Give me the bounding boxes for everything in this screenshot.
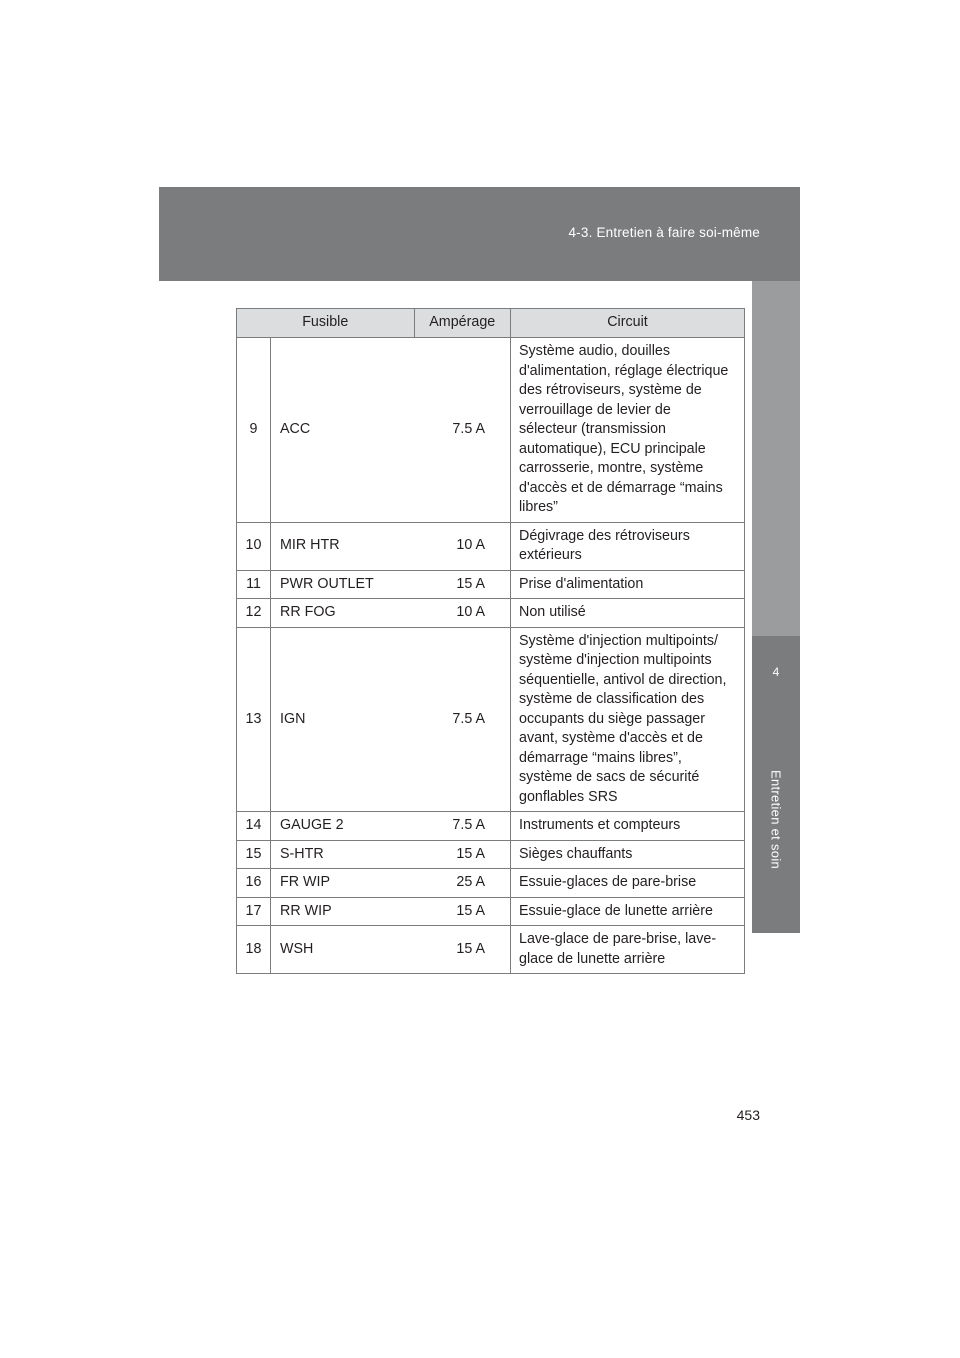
table-row <box>237 522 745 570</box>
chapter-title-tab[interactable] <box>752 707 800 933</box>
fuse-number: 10 <box>237 522 271 570</box>
fuse-amperage: 10 A <box>414 522 511 570</box>
header-band <box>159 187 800 281</box>
table-header-row <box>237 309 745 338</box>
fuse-circuit: Dégivrage des rétroviseurs extérieurs <box>511 522 745 570</box>
fuse-number: 15 <box>237 840 271 869</box>
fuse-number: 13 <box>237 627 271 812</box>
fuse-circuit: Instruments et compteurs <box>511 812 745 841</box>
fuse-amperage: 7.5 A <box>414 812 511 841</box>
fuse-amperage: 7.5 A <box>414 627 511 812</box>
fuse-name: MIR HTR <box>271 522 415 570</box>
table-row <box>237 570 745 599</box>
fuse-name: S-HTR <box>271 840 415 869</box>
fuse-name: RR WIP <box>271 897 415 926</box>
page-number: 453 <box>736 1107 760 1123</box>
table-row <box>237 869 745 898</box>
table-row <box>237 599 745 628</box>
table-row <box>237 897 745 926</box>
fuse-amperage: 7.5 A <box>414 338 511 523</box>
fuse-number: 9 <box>237 338 271 523</box>
fuse-amperage: 15 A <box>414 840 511 869</box>
fuse-number: 18 <box>237 926 271 974</box>
fuse-amperage: 15 A <box>414 570 511 599</box>
section-title: 4-3. Entretien à faire soi-même <box>568 225 760 240</box>
table-row <box>237 338 745 523</box>
column-header-circuit: Circuit <box>511 309 745 338</box>
fuse-amperage: 15 A <box>414 926 511 974</box>
fuse-circuit: Essuie-glaces de pare-brise <box>511 869 745 898</box>
fuse-table <box>236 308 745 974</box>
fuse-name: GAUGE 2 <box>271 812 415 841</box>
table-row <box>237 627 745 812</box>
fuse-circuit: Sièges chauffants <box>511 840 745 869</box>
table-row <box>237 926 745 974</box>
fuse-amperage: 15 A <box>414 897 511 926</box>
fuse-name: WSH <box>271 926 415 974</box>
column-header-amperage: Ampérage <box>414 309 511 338</box>
fuse-number: 17 <box>237 897 271 926</box>
chapter-title: Entretien et soin <box>768 770 784 870</box>
fuse-amperage: 25 A <box>414 869 511 898</box>
fuse-name: PWR OUTLET <box>271 570 415 599</box>
table-row <box>237 840 745 869</box>
fuse-circuit: Système audio, douilles d'alimentation, réglage électrique des rétroviseurs, système de verrouillage de levier de sélecteur (transmission automatique), ECU principale carrosserie, montre, système d'accès et de démarrage “mains libres” <box>511 338 745 523</box>
fuse-table-body <box>237 338 745 974</box>
fuse-name: IGN <box>271 627 415 812</box>
fuse-circuit: Système d'injection multipoints/ système d'injection multipoints séquentielle, antivol de direction, système de classification des occupants du siège passager avant, système d'accès et de démarrage “mains libres”, système de sacs de sécurité gonflables SRS <box>511 627 745 812</box>
fuse-circuit: Essuie-glace de lunette arrière <box>511 897 745 926</box>
column-header-fuse: Fusible <box>237 309 415 338</box>
fuse-name: FR WIP <box>271 869 415 898</box>
table-row <box>237 812 745 841</box>
fuse-number: 12 <box>237 599 271 628</box>
fuse-name: ACC <box>271 338 415 523</box>
fuse-number: 14 <box>237 812 271 841</box>
fuse-number: 16 <box>237 869 271 898</box>
fuse-amperage: 10 A <box>414 599 511 628</box>
fuse-circuit: Lave-glace de pare-brise, lave-glace de lunette arrière <box>511 926 745 974</box>
chapter-number: 4 <box>772 664 780 679</box>
fuse-number: 11 <box>237 570 271 599</box>
chapter-number-tab[interactable] <box>752 636 800 707</box>
fuse-circuit: Non utilisé <box>511 599 745 628</box>
fuse-name: RR FOG <box>271 599 415 628</box>
fuse-circuit: Prise d'alimentation <box>511 570 745 599</box>
